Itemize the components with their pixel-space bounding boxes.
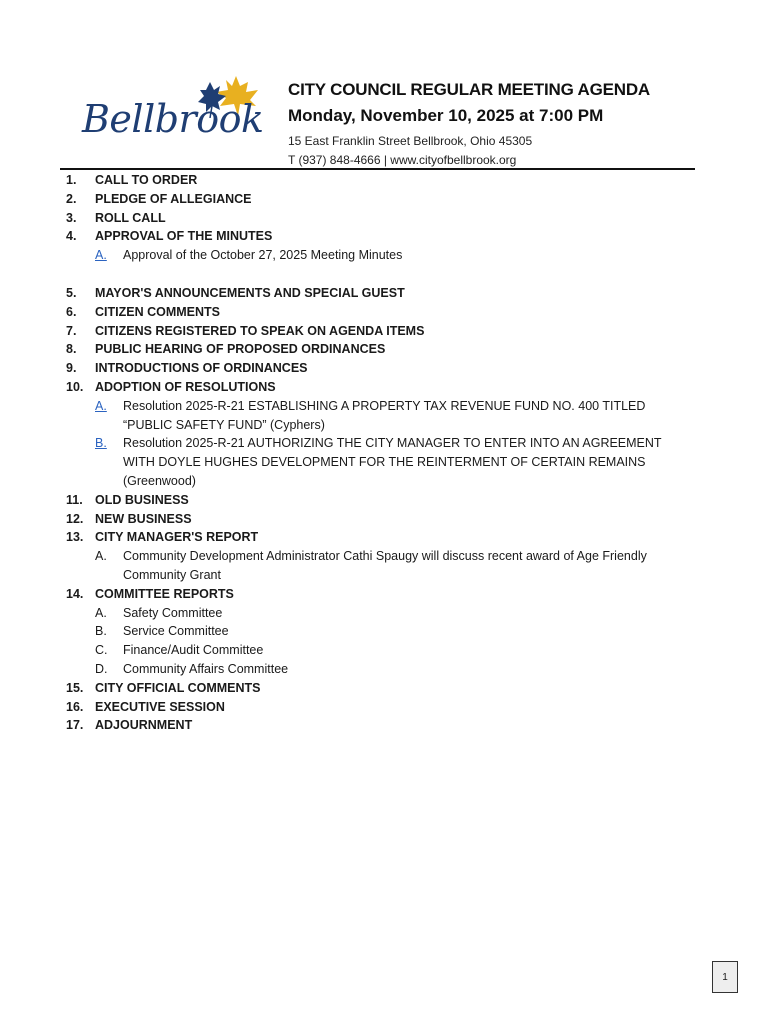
agenda-item-number: 3. <box>66 210 77 225</box>
agenda-item-number: 10. <box>66 379 84 394</box>
agenda-item <box>66 679 706 698</box>
page-title: CITY COUNCIL REGULAR MEETING AGENDA <box>288 80 650 99</box>
agenda-item <box>66 340 706 359</box>
agenda-item <box>66 227 706 246</box>
agenda-item-label: PLEDGE OF ALLEGIANCE <box>95 191 252 206</box>
agenda-subitem-link[interactable]: B. <box>95 436 107 451</box>
agenda-item-number: 1. <box>66 173 77 187</box>
agenda-item <box>66 322 706 341</box>
agenda-item-label: CITIZEN COMMENTS <box>95 304 220 319</box>
agenda-subitem <box>95 660 706 679</box>
agenda-subitem-text: Finance/Audit Committee <box>123 643 264 658</box>
agenda-item <box>66 190 706 209</box>
agenda-item-label: NEW BUSINESS <box>95 511 192 526</box>
agenda-item <box>66 359 706 378</box>
agenda-subitem-text: Resolution 2025-R-21 ESTABLISHING A PROPERTY TAX REVENUE FUND NO. 400 TITLED “PUBLIC SAFETY FUND” (Cyphers) <box>123 398 646 432</box>
agenda-item-label: ROLL CALL <box>95 210 166 225</box>
agenda-item-label: APPROVAL OF THE MINUTES <box>95 229 273 244</box>
agenda-item-label: INTRODUCTIONS OF ORDINANCES <box>95 361 308 376</box>
agenda-item-number: 12. <box>66 511 84 526</box>
agenda-item <box>66 585 706 604</box>
agenda-item <box>66 378 706 397</box>
agenda-item-label: CITY MANAGER'S REPORT <box>95 530 259 545</box>
bellbrook-logo <box>78 72 278 152</box>
agenda-item-number: 11. <box>66 492 83 507</box>
meeting-date: Monday, November 10, 2025 at 7:00 PM <box>288 106 604 125</box>
agenda-subitem-letter: B. <box>95 624 107 639</box>
agenda-item-label: CITIZENS REGISTERED TO SPEAK ON AGENDA ITEMS <box>95 323 425 338</box>
agenda-item <box>66 491 706 510</box>
agenda-item-number: 6. <box>66 304 77 319</box>
agenda-subitem-letter: C. <box>95 643 108 658</box>
agenda-item-number: 7. <box>66 323 77 338</box>
agenda-item <box>66 303 706 322</box>
logo-wordmark: Bellbrook <box>82 97 264 141</box>
agenda-subitem <box>95 641 706 660</box>
agenda-subitem-letter: D. <box>95 661 108 676</box>
agenda-item <box>66 171 706 190</box>
agenda-item-label: EXECUTIVE SESSION <box>95 699 225 714</box>
agenda-subitem <box>95 397 706 435</box>
agenda-subitem-link[interactable]: A. <box>95 398 107 413</box>
agenda-subitem <box>95 246 706 265</box>
agenda-item-label: CALL TO ORDER <box>95 173 198 187</box>
agenda-item-label: CITY OFFICIAL COMMENTS <box>95 680 261 695</box>
agenda-subitem <box>95 434 706 490</box>
agenda-item-number: 15. <box>66 680 84 695</box>
agenda-item-number: 13. <box>66 530 84 545</box>
agenda-subitem <box>95 547 706 585</box>
agenda-subitem-text: Service Committee <box>123 624 229 639</box>
agenda-item-label: COMMITTEE REPORTS <box>95 586 234 601</box>
address-line: 15 East Franklin Street Bellbrook, Ohio 45305 <box>288 134 533 148</box>
agenda-item-number: 17. <box>66 718 84 733</box>
agenda-item <box>66 284 706 303</box>
agenda-subitem-letter: A. <box>95 549 107 564</box>
agenda-item <box>66 209 706 228</box>
agenda-item-number: 14. <box>66 586 84 601</box>
agenda-subitem-text: Community Affairs Committee <box>123 661 289 676</box>
agenda-subitem-letter: A. <box>95 605 107 620</box>
agenda-item-label: OLD BUSINESS <box>95 492 189 507</box>
agenda-subitem-text: Community Development Administrator Cathi Spaugy will discuss recent award of Age Friendly Community Grant <box>123 549 647 582</box>
agenda-item-number: 16. <box>66 699 84 714</box>
agenda-subitem-text: Safety Committee <box>123 605 223 620</box>
agenda-item-label: ADOPTION OF RESOLUTIONS <box>95 379 276 394</box>
agenda-item <box>66 716 706 735</box>
agenda-item-label: ADJOURNMENT <box>95 718 193 733</box>
agenda-subitem-text: Resolution 2025-R-21 AUTHORIZING THE CITY MANAGER TO ENTER INTO AN AGREEMENT WITH DOYLE HUGHES DEVELOPMENT FOR THE REINTERMENT OF CERTAIN REMAINS (Greenwood) <box>123 436 662 488</box>
agenda-subitem <box>95 604 706 623</box>
agenda-list <box>66 171 706 735</box>
agenda-item-number: 2. <box>66 191 77 206</box>
agenda-subitem <box>95 622 706 641</box>
agenda-subitem-link[interactable]: A. <box>95 248 107 263</box>
contact-line: T (937) 848-4666 | www.cityofbellbrook.org <box>288 153 517 167</box>
agenda-item <box>66 510 706 529</box>
page-number: 1 <box>712 961 738 993</box>
agenda-item-number: 8. <box>66 342 77 357</box>
agenda-item-label: MAYOR'S ANNOUNCEMENTS AND SPECIAL GUEST <box>95 285 405 300</box>
agenda-item <box>66 528 706 547</box>
spacer <box>66 265 706 284</box>
agenda-item <box>66 698 706 717</box>
agenda-subitem-text: Approval of the October 27, 2025 Meeting Minutes <box>123 248 403 263</box>
agenda-item-label: PUBLIC HEARING OF PROPOSED ORDINANCES <box>95 342 386 357</box>
agenda-item-number: 9. <box>66 361 77 376</box>
agenda-item-number: 4. <box>66 229 77 244</box>
agenda-item-number: 5. <box>66 285 77 300</box>
header-divider <box>60 168 695 170</box>
